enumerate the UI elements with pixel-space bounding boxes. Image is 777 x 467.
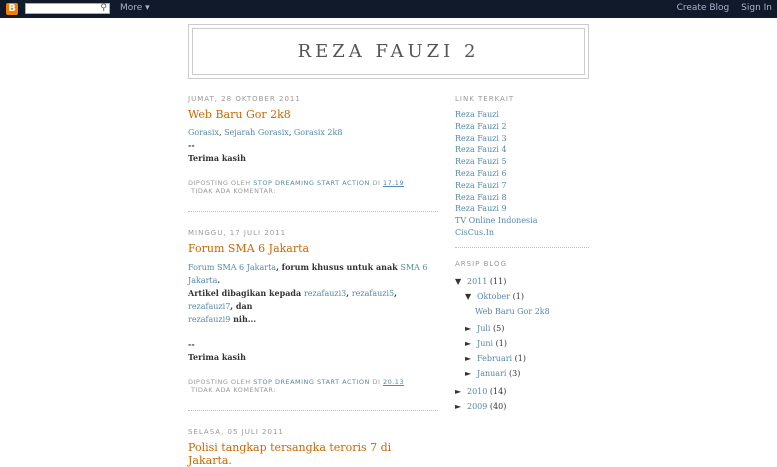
- expand-toggle-icon[interactable]: ►: [455, 401, 462, 411]
- sidebar-link[interactable]: Reza Fauzi: [455, 110, 499, 119]
- archive-month-februari[interactable]: Februari: [477, 353, 513, 363]
- archive-count: (40): [489, 401, 507, 411]
- user-link[interactable]: rezafauzi5: [351, 289, 395, 298]
- sidebar-link[interactable]: Reza Fauzi 7: [455, 180, 507, 190]
- archive-month-oktober[interactable]: Oktober: [477, 291, 511, 301]
- post-time-link[interactable]: 17.19: [382, 179, 405, 187]
- collapse-toggle-icon[interactable]: ▼: [465, 291, 472, 301]
- expand-toggle-icon[interactable]: ►: [465, 353, 472, 363]
- school-link[interactable]: SMA 6 Jakarta: [188, 263, 428, 285]
- dashes: --: [188, 339, 195, 349]
- sidebar-link[interactable]: Reza Fauzi 8: [455, 192, 507, 202]
- blogger-navbar: [0, 0, 777, 18]
- sidebar-link[interactable]: Reza Fauzi 3: [455, 133, 507, 143]
- archive-year-2011[interactable]: 2011: [467, 276, 488, 286]
- post-date: JUMAT, 28 OKTOBER 2011: [188, 95, 301, 103]
- post-2: [188, 229, 438, 394]
- blog-archive: [455, 274, 589, 414]
- post-footer: [188, 378, 438, 394]
- archive-year-2010[interactable]: 2010: [467, 386, 488, 396]
- sidebar: [455, 95, 589, 414]
- main-column: [188, 95, 438, 467]
- user-link[interactable]: rezafauzi9: [188, 315, 231, 324]
- blog-header: [188, 24, 589, 79]
- archive-count: (1): [495, 338, 507, 348]
- post-3: [188, 428, 438, 467]
- post-time-link[interactable]: 20.13: [382, 378, 405, 386]
- comments-link[interactable]: TIDAK ADA KOMENTAR:: [191, 386, 276, 394]
- user-link[interactable]: rezafauzi3: [303, 289, 347, 298]
- expand-toggle-icon[interactable]: ►: [465, 368, 472, 378]
- post-title[interactable]: Web Baru Gor 2k8: [188, 108, 291, 121]
- body-text: , dan: [230, 301, 253, 311]
- thanks-text: Terima kasih: [188, 352, 246, 362]
- archive-count: (1): [514, 353, 526, 363]
- blogger-logo-icon[interactable]: B: [6, 3, 18, 15]
- post-body: [188, 127, 438, 165]
- search-input[interactable]: [25, 3, 110, 14]
- posted-by-label: DIPOSTING OLEH: [188, 378, 251, 386]
- archive-post-link[interactable]: Web Baru Gor 2k8: [475, 306, 550, 316]
- comments-link[interactable]: TIDAK ADA KOMENTAR:: [191, 187, 276, 195]
- post-title[interactable]: Polisi tangkap tersangka teroris 7 di Jakarta.: [188, 441, 392, 467]
- links-heading: LINK TERKAIT: [455, 95, 515, 103]
- post-divider: [188, 211, 438, 212]
- expand-toggle-icon[interactable]: ►: [455, 386, 462, 396]
- posted-by-label: DIPOSTING OLEH: [188, 179, 251, 187]
- post-1: [188, 95, 438, 195]
- thanks-text: Terima kasih: [188, 153, 246, 163]
- label-link[interactable]: Sejarah Gorasix: [224, 128, 289, 137]
- archive-heading: ARSIP BLOG: [455, 259, 507, 268]
- body-text: nih...: [230, 314, 257, 324]
- at-label: DI: [372, 378, 381, 386]
- sidebar-link[interactable]: Reza Fauzi 2: [455, 121, 507, 131]
- archive-count: (5): [493, 323, 505, 333]
- sidebar-link[interactable]: Reza Fauzi 5: [455, 157, 507, 167]
- body-text: .: [217, 275, 221, 285]
- dashes: --: [188, 140, 195, 150]
- archive-count: (1): [512, 291, 525, 301]
- archive-count: (11): [489, 276, 507, 286]
- create-blog-link[interactable]: Create Blog: [676, 3, 730, 13]
- links-list: [455, 109, 589, 239]
- sidebar-link[interactable]: TV Online Indonesia: [455, 216, 538, 226]
- sidebar-link[interactable]: Reza Fauzi 4: [455, 145, 507, 155]
- archive-year-2009[interactable]: 2009: [467, 401, 488, 411]
- body-text: ,: [346, 288, 352, 298]
- post-date: MINGGU, 17 JULI 2011: [188, 229, 287, 237]
- post-body: [188, 261, 438, 364]
- separator: ,: [218, 128, 225, 137]
- archive-count: (3): [508, 368, 521, 378]
- body-text: Artikel dibagikan kepada: [188, 288, 304, 298]
- expand-toggle-icon[interactable]: ►: [465, 323, 472, 333]
- post-title[interactable]: Forum SMA 6 Jakarta: [188, 242, 310, 255]
- body-text: , forum khusus untuk anak: [276, 262, 401, 272]
- separator: ,: [288, 128, 294, 137]
- search-icon[interactable]: ⚲: [100, 3, 107, 13]
- user-link[interactable]: rezafauzi7: [188, 302, 231, 311]
- archive-month-januari[interactable]: Januari: [477, 368, 507, 378]
- forum-link[interactable]: Forum SMA 6 Jakarta: [188, 263, 277, 272]
- sidebar-link[interactable]: Reza Fauzi 9: [455, 204, 507, 214]
- sidebar-link[interactable]: Reza Fauzi 6: [455, 168, 507, 178]
- blog-title[interactable]: REZA FAUZI 2: [297, 41, 480, 62]
- collapse-toggle-icon[interactable]: ▼: [455, 276, 462, 286]
- sidebar-link[interactable]: CisCus.In: [455, 227, 495, 237]
- at-label: DI: [372, 179, 381, 187]
- archive-count: (14): [489, 386, 507, 396]
- archive-month-juli[interactable]: Juli: [477, 323, 491, 333]
- expand-toggle-icon[interactable]: ►: [465, 338, 472, 348]
- sign-in-link[interactable]: Sign In: [741, 3, 772, 13]
- body-text: ,: [394, 288, 397, 298]
- post-divider: [188, 410, 438, 411]
- author-link[interactable]: STOP DREAMING START ACTION: [253, 179, 370, 187]
- label-link[interactable]: Gorasix 2k8: [293, 128, 343, 137]
- post-footer: [188, 179, 438, 195]
- author-link[interactable]: STOP DREAMING START ACTION: [253, 378, 370, 386]
- archive-month-juni[interactable]: Juni: [477, 338, 494, 348]
- label-link[interactable]: Gorasix: [188, 128, 219, 137]
- sidebar-divider: [455, 247, 589, 248]
- post-date: SELASA, 05 JULI 2011: [188, 428, 284, 436]
- more-menu-button[interactable]: More ▾: [120, 3, 150, 13]
